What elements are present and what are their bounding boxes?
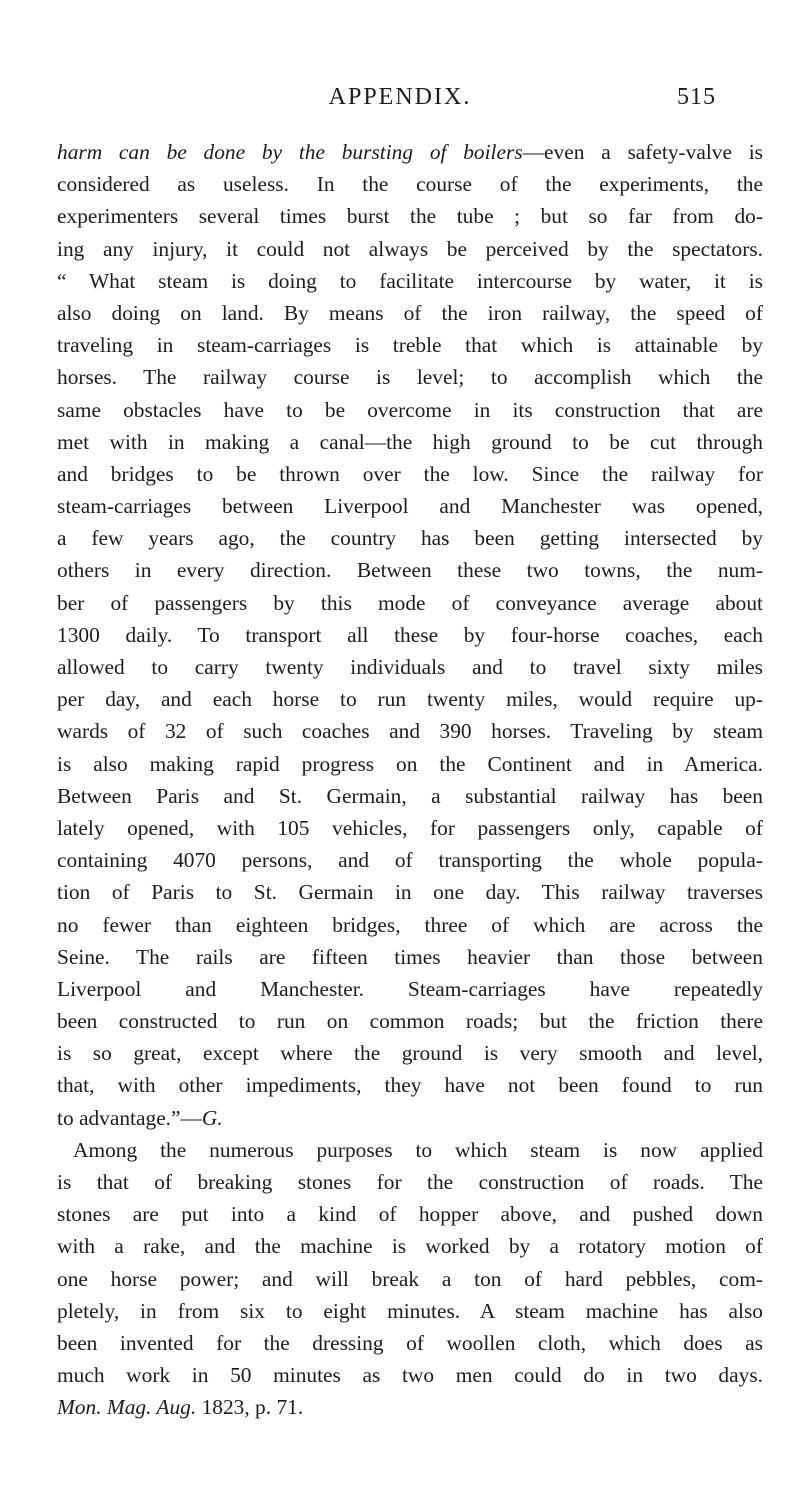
- text-line: [57, 651, 763, 683]
- text-line: [57, 1005, 763, 1037]
- line-text: —even a safety-valve is: [522, 140, 764, 164]
- text-line: [57, 458, 763, 490]
- text-line: [57, 780, 763, 812]
- text-line: [57, 941, 763, 973]
- text-line: [57, 426, 763, 458]
- text-line: [57, 1069, 763, 1101]
- text-line: [57, 715, 763, 747]
- line-text: no fewer than eighteen bridges, three of which are across the: [57, 912, 763, 937]
- text-line: [57, 1102, 763, 1134]
- text-line: [57, 973, 763, 1005]
- text-line: [57, 1359, 763, 1391]
- text-line: [57, 1166, 763, 1198]
- text-line: [57, 329, 763, 361]
- text-line: [57, 587, 763, 619]
- line-text: experimenters several times burst the tube ; but so far from do-: [57, 204, 763, 229]
- line-text: 1823, p. 71.: [196, 1395, 304, 1420]
- running-head: [0, 84, 800, 120]
- text-line: [57, 1230, 763, 1262]
- line-text: is so great, except where the ground is very smooth and level,: [57, 1041, 763, 1066]
- text-line: [57, 522, 763, 554]
- line-text: ing any injury, it could not always be perceived by the spectators.: [57, 236, 763, 261]
- line-text: one horse power; and will break a ton of hard pebbles, com-: [57, 1266, 763, 1291]
- text-line: [57, 683, 763, 715]
- text-line: [57, 748, 763, 780]
- line-text: 1300 daily. To transport all these by four-horse coaches, each: [57, 622, 763, 647]
- text-line: [57, 265, 763, 297]
- line-text: steam-carriages between Liverpool and Manchester was opened,: [57, 494, 763, 519]
- text-line: [57, 1134, 763, 1166]
- line-text: a few years ago, the country has been getting intersected by: [57, 526, 763, 551]
- line-text: ber of passengers by this mode of conveyance average about: [57, 590, 763, 615]
- line-text: Among the numerous purposes to which steam is now applied: [73, 1137, 763, 1162]
- italic-phrase: harm can be done by the bursting of boilers: [57, 140, 523, 164]
- line-text: been constructed to run on common roads; but the friction there: [57, 1009, 763, 1034]
- line-text: traveling in steam-carriages is treble that which is attainable by: [57, 333, 763, 358]
- line-text: “ What steam is doing to facilitate intercourse by water, it is: [57, 268, 763, 293]
- line-text: horses. The railway course is level; to accomplish which the: [57, 365, 763, 390]
- text-line: [57, 619, 763, 651]
- line-text: is also making rapid progress on the Continent and in America.: [57, 751, 763, 776]
- text-line: [57, 1295, 763, 1327]
- line-text: to advantage.”—: [57, 1105, 202, 1130]
- line-text: others in every direction. Between these two towns, the num-: [57, 558, 763, 583]
- text-line: [57, 554, 763, 586]
- text-line: [57, 1037, 763, 1069]
- text-line: [57, 168, 763, 200]
- line-text: much work in 50 minutes as two men could do in two days.: [57, 1363, 763, 1388]
- text-line: [57, 297, 763, 329]
- text-line: [57, 812, 763, 844]
- text-line: [57, 490, 763, 522]
- text-line: [57, 1327, 763, 1359]
- line-text: also doing on land. By means of the iron railway, the speed of: [57, 300, 763, 325]
- line-text: met with in making a canal—the high ground to be cut through: [57, 429, 763, 454]
- text-line: [57, 844, 763, 876]
- text-line: [57, 200, 763, 232]
- line-text: tion of Paris to St. Germain in one day. This railway traverses: [57, 880, 763, 905]
- line-text: is that of breaking stones for the construction of roads. The: [57, 1170, 763, 1194]
- text-line: [57, 909, 763, 941]
- line-text: that, with other impediments, they have not been found to run: [57, 1073, 763, 1098]
- italic-phrase: Mon. Mag. Aug.: [57, 1395, 197, 1420]
- text-line: [57, 876, 763, 908]
- line-text: wards of 32 of such coaches and 390 horses. Traveling by steam: [57, 719, 763, 744]
- line-text: stones are put into a kind of hopper above, and pushed down: [57, 1202, 763, 1227]
- line-text: considered as useless. In the course of the experiments, the: [57, 172, 763, 197]
- line-text: Seine. The rails are fifteen times heavier than those between: [57, 944, 763, 969]
- line-text: per day, and each horse to run twenty miles, would require up-: [57, 687, 763, 712]
- text-line: [57, 136, 763, 168]
- line-text: with a rake, and the machine is worked by a rotatory motion of: [57, 1234, 763, 1259]
- line-text: and bridges to be thrown over the low. Since the railway for: [57, 461, 763, 486]
- page-number: 515: [677, 84, 716, 110]
- line-text: same obstacles have to be overcome in its construction that are: [57, 397, 763, 422]
- line-text: lately opened, with 105 vehicles, for passengers only, capable of: [57, 815, 763, 840]
- line-text: containing 4070 persons, and of transporting the whole popula-: [57, 848, 763, 873]
- text-line: [57, 394, 763, 426]
- text-line: [57, 1391, 763, 1423]
- text-line: [57, 233, 763, 265]
- line-text: allowed to carry twenty individuals and to travel sixty miles: [57, 655, 763, 679]
- attribution-initial: G.: [201, 1105, 223, 1130]
- running-head-title: APPENDIX.: [328, 84, 472, 110]
- text-line: [57, 1263, 763, 1295]
- line-text: Between Paris and St. Germain, a substantial railway has been: [57, 783, 763, 808]
- body-text: [57, 136, 763, 1424]
- text-line: [57, 361, 763, 393]
- line-text: been invented for the dressing of woollen cloth, which does as: [57, 1330, 763, 1355]
- text-line: [57, 1198, 763, 1230]
- line-text: pletely, in from six to eight minutes. A steam machine has also: [57, 1298, 763, 1323]
- line-text: Liverpool and Manchester. Steam-carriages have repeatedly: [57, 976, 763, 1001]
